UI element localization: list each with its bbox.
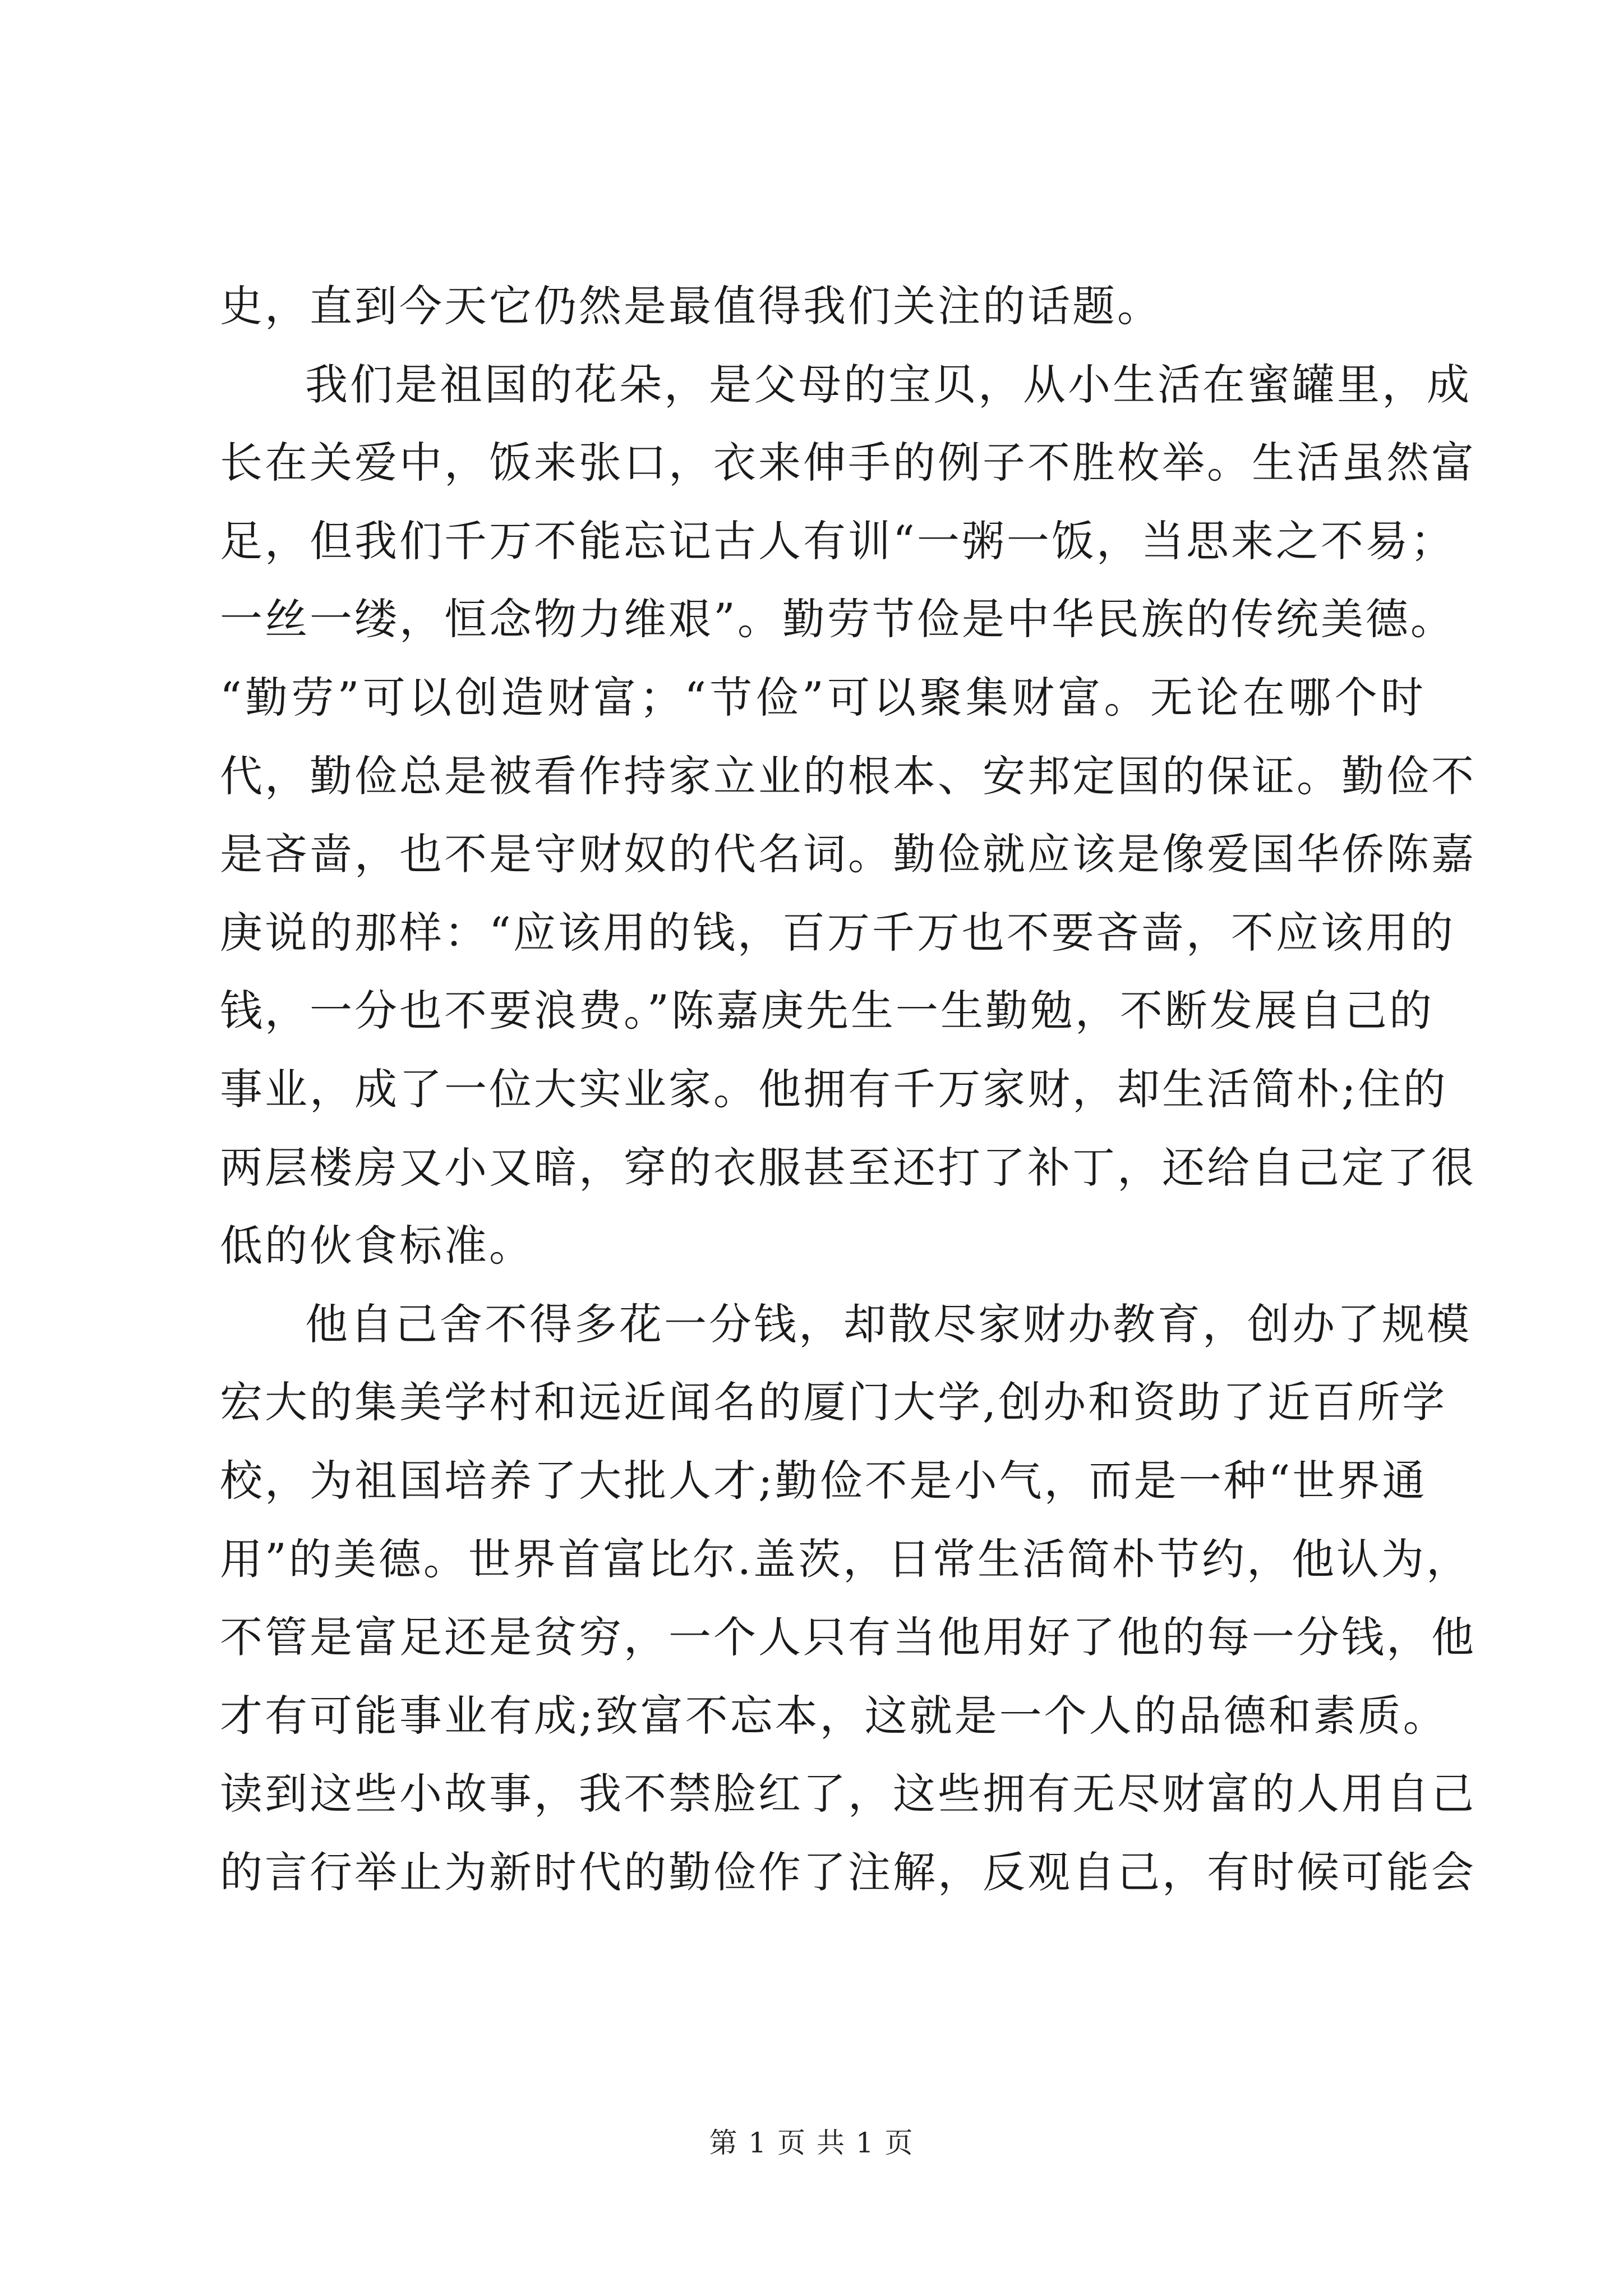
page-footer: 第 1 页 共 1 页 — [709, 2127, 914, 2159]
text-line: 钱，一分也不要浪费。”陈嘉庚先生一生勤勉，不断发展自己的 — [220, 986, 1434, 1036]
text-line: 一丝一缕，恒念物力维艰”。勤劳节俭是中华民族的传统美德。 — [220, 594, 1455, 645]
text-line: 足，但我们千万不能忘记古人有训“一粥一饭，当思来之不易； — [220, 516, 1455, 566]
text-line: 我们是祖国的花朵，是父母的宝贝，从小生活在蜜罐里，成 — [305, 359, 1472, 409]
text-line: 的言行举止为新时代的勤俭作了注解，反观自己，有时候可能会 — [220, 1847, 1476, 1897]
text-line: 他自己舍不得多花一分钱，却散尽家财办教育，创办了规模 — [305, 1299, 1472, 1349]
text-line: 才有可能事业有成;致富不忘本，这就是一个人的品德和素质。 — [220, 1690, 1448, 1741]
text-line: 读到这些小故事，我不禁脸红了，这些拥有无尽财富的人用自己 — [220, 1769, 1476, 1819]
text-line: 宏大的集美学村和远近闻名的厦门大学,创办和资助了近百所学 — [220, 1377, 1447, 1428]
text-line: 校，为祖国培养了大批人才;勤俭不是小气，而是一种“世界通 — [220, 1455, 1427, 1506]
text-line: 代，勤俭总是被看作持家立业的根本、安邦定国的保证。勤俭不 — [220, 751, 1476, 801]
text-line: 史，直到今天它仍然是最值得我们关注的话题。 — [220, 281, 1162, 331]
text-line: “勤劳”可以创造财富；“节俭”可以聚集财富。无论在哪个时 — [220, 672, 1426, 723]
text-line: 两层楼房又小又暗，穿的衣服甚至还打了补丁，还给自己定了很 — [220, 1142, 1476, 1193]
text-line: 是吝啬，也不是守财奴的代名词。勤俭就应该是像爱国华侨陈嘉 — [220, 829, 1476, 880]
text-line: 不管是富足还是贫穷，一个人只有当他用好了他的每一分钱，他 — [220, 1612, 1476, 1663]
text-line: 庚说的那样：“应该用的钱，百万千万也不要吝啬，不应该用的 — [220, 907, 1455, 958]
text-line: 事业，成了一位大实业家。他拥有千万家财，却生活简朴;住的 — [220, 1064, 1448, 1114]
text-line: 低的伙食标准。 — [220, 1221, 534, 1271]
document-body — [220, 267, 1476, 1911]
text-line: 长在关爱中，饭来张口，衣来伸手的例子不胜枚举。生活虽然富 — [220, 438, 1476, 488]
text-line: 用”的美德。世界首富比尔.盖茨，日常生活简朴节约，他认为， — [220, 1534, 1472, 1584]
